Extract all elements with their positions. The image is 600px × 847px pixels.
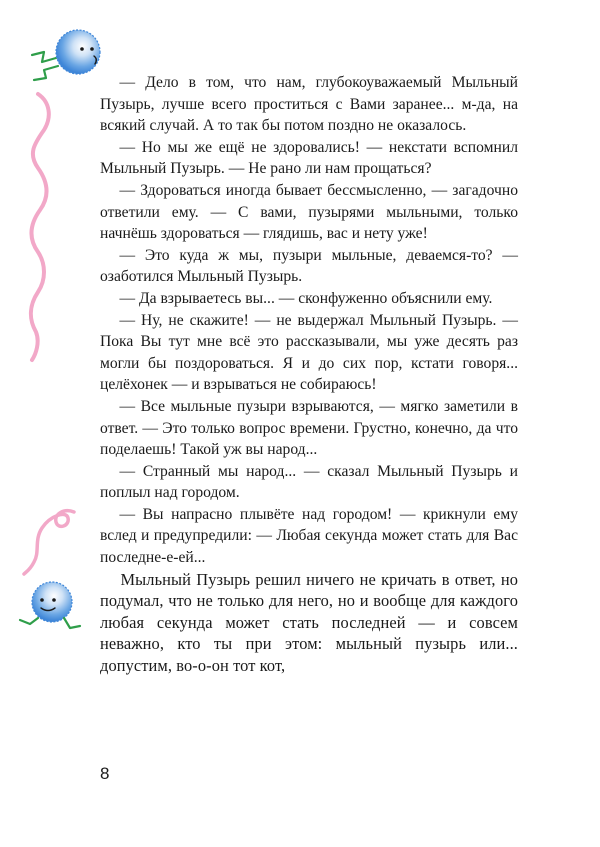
paragraph: — Здороваться иногда бывает бессмысленно, — загадочно ответили ему. — С вами, пузырями мыльными, только начнёшь здороваться — глядишь, вас и нету уже! [100, 181, 518, 243]
bubble-character-top-icon [14, 22, 106, 84]
paragraph: — Странный мы народ... — сказал Мыльный Пузырь и поплыл над городом. [100, 462, 518, 502]
page-number: 8 [100, 764, 110, 783]
paragraph: Мыльный Пузырь решил ничего не кричать в ответ, но подумал, что не только для него, но и вообще для каждого любая секунда может стать последней — и совсем неважно, кто ты при этом: мыльный пузырь или... допустим, во-о-он тот кот, [100, 569, 518, 676]
story-text [100, 72, 518, 677]
pink-curl-icon [20, 506, 78, 576]
paragraph: — Вы напрасно плывёте над городом! — крикнули ему вслед и предупредили: — Любая секунда может стать для Вас последне-е-ей... [100, 505, 518, 567]
bubble-character-bottom-icon [14, 578, 86, 640]
paragraph: — Это куда ж мы, пузыри мыльные, деваемся-то? — озаботился Мыльный Пузырь. [100, 246, 518, 286]
paragraph: — Но мы же ещё не здоровались! — некстати вспомнил Мыльный Пузырь. — Не рано ли нам прощаться? [100, 138, 518, 178]
paragraph: — Ну, не скажите! — не выдержал Мыльный Пузырь. — Пока Вы тут мне всё это рассказывали, мы уже десять раз могли бы поздороваться. Я и до сих пор, кстати говоря... целёхонек — и взрываться не собираюсь! [100, 311, 518, 394]
paragraph: — Да взрываетесь вы... — сконфуженно объяснили ему. [119, 289, 493, 307]
paragraph: — Все мыльные пузыри взрываются, — мягко заметили в ответ. — Это только вопрос времени. Грустно, конечно, да что поделаешь! Такой уж вы народ... [100, 397, 518, 459]
pink-ribbon-icon [10, 92, 60, 362]
paragraph: — Дело в том, что нам, глубокоуважаемый Мыльный Пузырь, лучше всего проститься с Вами заранее... м-да, на всякий случай. А то так бы потом поздно не оказалось. [100, 74, 518, 135]
